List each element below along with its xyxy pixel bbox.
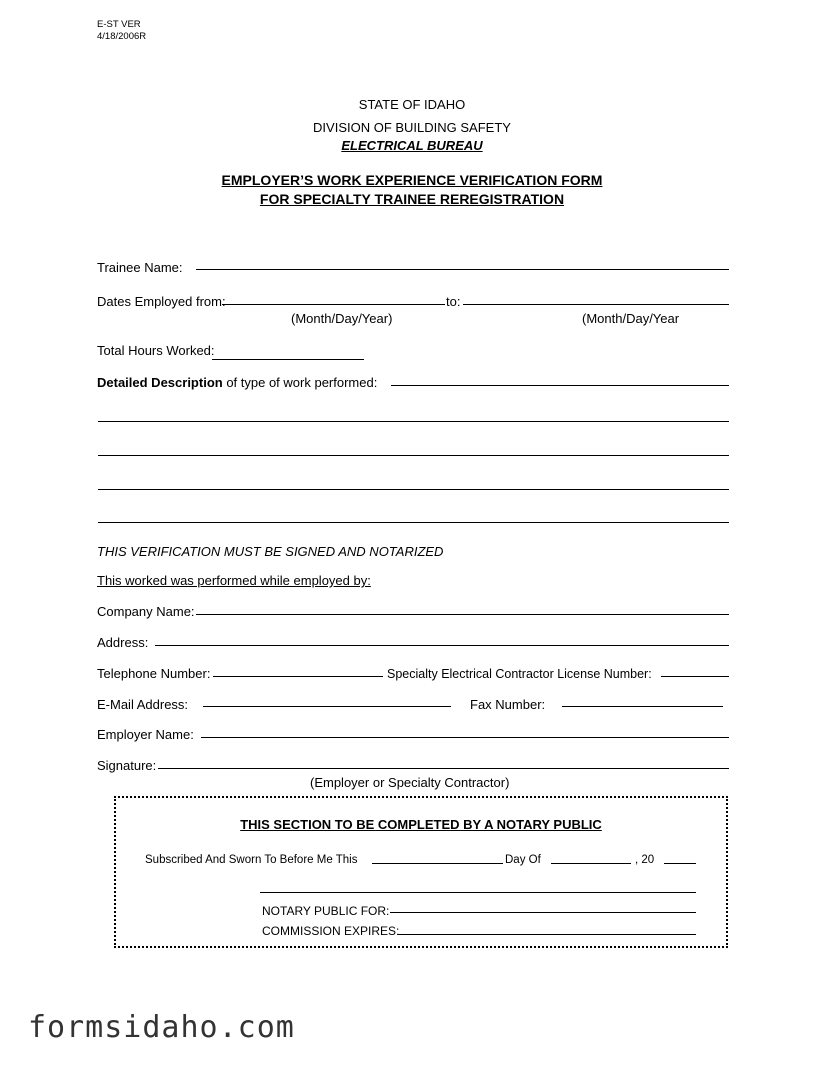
site-watermark: formsidaho.com [28,1010,295,1045]
description-field-line1[interactable] [391,385,729,386]
sworn-day-field[interactable] [372,863,503,864]
notary-for-label: NOTARY PUBLIC FOR: [262,904,390,918]
address-field[interactable] [155,645,729,646]
total-hours-label: Total Hours Worked: [97,343,215,358]
signature-label: Signature: [97,758,157,773]
employer-name-label: Employer Name: [97,727,194,742]
company-name-label: Company Name: [97,604,195,619]
address-label: Address: [97,635,149,650]
description-label-bold: Detailed Description [97,375,223,390]
telephone-label: Telephone Number: [97,666,211,681]
bureau-heading: ELECTRICAL BUREAU [341,138,483,153]
employed-by-heading: This worked was performed while employed by: [97,573,371,588]
telephone-field[interactable] [213,676,383,677]
date-to-field[interactable] [463,304,729,305]
fax-label: Fax Number: [470,697,546,712]
date-from-field[interactable] [222,304,445,305]
dates-from-label: Dates Employed from: [97,294,226,309]
license-number-field[interactable] [661,676,729,677]
notary-for-field[interactable] [390,912,696,913]
notary-title: THIS SECTION TO BE COMPLETED BY A NOTARY PUBLIC [240,817,602,832]
description-label [97,375,377,390]
signature-hint: (Employer or Specialty Contractor) [310,775,510,790]
trainee-name-label: Trainee Name: [97,260,183,275]
company-name-field[interactable] [196,614,729,615]
license-number-label: Specialty Electrical Contractor License Number: [387,667,652,681]
signature-field[interactable] [158,768,729,769]
notary-signature-field[interactable] [260,892,696,893]
total-hours-field[interactable] [212,359,364,360]
description-label-rest: of type of work performed: [222,375,378,390]
description-field-line5[interactable] [98,522,729,523]
day-of-label: Day Of [505,854,541,866]
employer-name-field[interactable] [201,737,729,738]
date-from-hint: (Month/Day/Year) [291,311,393,326]
sworn-month-field[interactable] [551,863,631,864]
form-title-line1: EMPLOYER’S WORK EXPERIENCE VERIFICATION FORM [221,172,603,188]
division-heading: DIVISION OF BUILDING SAFETY [313,120,511,135]
description-field-line3[interactable] [98,455,729,456]
state-heading: STATE OF IDAHO [358,97,466,112]
form-title-line2: FOR SPECIALTY TRAINEE REREGISTRATION [259,191,565,207]
fax-field[interactable] [562,706,723,707]
email-field[interactable] [203,706,451,707]
dates-to-label: to: [446,294,461,309]
form-code: E-ST VER [97,19,141,30]
sworn-label: Subscribed And Sworn To Before Me This [145,854,358,866]
email-label: E-Mail Address: [97,697,189,712]
year-prefix: , 20 [635,854,655,866]
commission-expires-label: COMMISSION EXPIRES: [262,924,400,938]
trainee-name-field[interactable] [196,269,729,270]
form-date: 4/18/2006R [97,31,147,42]
date-to-hint: (Month/Day/Year [582,311,680,326]
sworn-year-field[interactable] [664,863,696,864]
description-field-line2[interactable] [98,421,729,422]
description-field-line4[interactable] [98,489,729,490]
commission-expires-field[interactable] [398,934,696,935]
verification-notice: THIS VERIFICATION MUST BE SIGNED AND NOTARIZED [97,544,444,559]
